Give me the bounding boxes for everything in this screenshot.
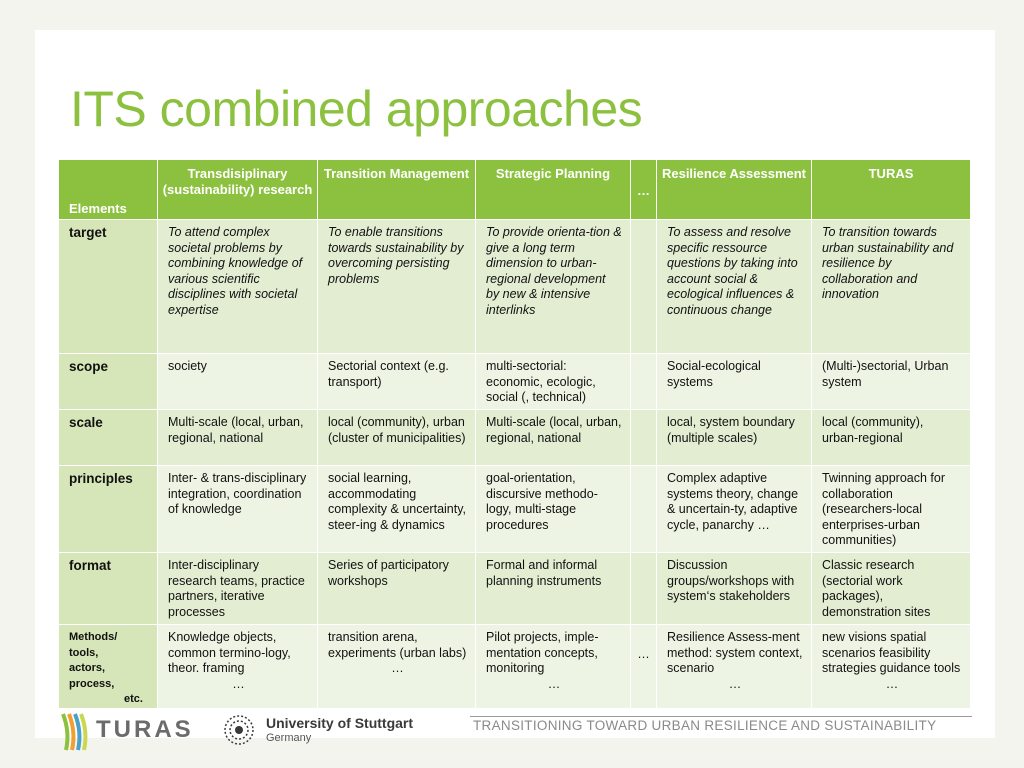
- cell-format-turas: Classic research (sectorial work packages), demonstration sites: [812, 553, 971, 625]
- stuttgart-seal-icon: [218, 714, 260, 746]
- cell-methods-transdisciplinary: [158, 625, 318, 709]
- row-label-target: target: [59, 220, 158, 354]
- cell-text: Resilience Assess-ment method: system context, scenario: [667, 630, 803, 675]
- cell-methods-resilience: [657, 625, 812, 709]
- methods-label-line: Methods/: [69, 631, 118, 643]
- turas-logo-icon: [60, 712, 92, 752]
- turas-logo: [60, 712, 200, 752]
- cell-text: Pilot projects, imple-mentation concepts, monitoring: [486, 630, 599, 675]
- cell-format-resilience: Discussion groups/workshops with system‘s stakeholders: [657, 553, 812, 625]
- row-label-principles: principles: [59, 466, 158, 553]
- header-row: [59, 160, 971, 220]
- cell-text: new visions spatial scenarios feasibility strategies guidance tools: [822, 630, 961, 675]
- cell-target-resilience: To assess and resolve specific ressource questions by taking into account social & ecological influences & continuous change: [657, 220, 812, 354]
- cell-text: Knowledge objects, common termino-logy, theor. framing: [168, 630, 291, 675]
- header-resilience-assessment: Resilience Assessment: [657, 160, 812, 220]
- cell-scope-strategic: multi-sectorial: economic, ecologic, social (, technical): [476, 354, 631, 410]
- university-country: Germany: [266, 732, 312, 744]
- header-strategic-planning: Strategic Planning: [476, 160, 631, 220]
- row-label-format: format: [59, 553, 158, 625]
- cell-principles-resilience: Complex adaptive systems theory, change & uncertain-ty, adaptive cycle, panarchy …: [657, 466, 812, 553]
- ellipsis: …: [728, 676, 742, 691]
- cell-format-strategic: Formal and informal planning instruments: [476, 553, 631, 625]
- cell-format-transition: Series of participatory workshops: [318, 553, 476, 625]
- cell-scale-strategic: Multi-scale (local, urban, regional, national: [476, 410, 631, 466]
- cell-scope-turas: (Multi-)sectorial, Urban system: [812, 354, 971, 410]
- cell-principles-transition: social learning, accommodating complexity & uncertainty, steer-ing & dynamics: [318, 466, 476, 553]
- cell-principles-transdisciplinary: Inter- & trans-disciplinary integration, coordination of knowledge: [158, 466, 318, 553]
- cell-scale-turas: local (community), urban-regional: [812, 410, 971, 466]
- ellipsis: …: [547, 676, 561, 691]
- footer-tagline: TRANSITIONING TOWARD URBAN RESILIENCE AND SUSTAINABILITY: [473, 718, 937, 733]
- methods-label-line: tools,: [69, 646, 99, 659]
- cell-methods-strategic: [476, 625, 631, 709]
- ellipsis: …: [885, 676, 899, 691]
- cell-methods-transition: [318, 625, 476, 709]
- header-transition-management: Transition Management: [318, 160, 476, 220]
- cell-scale-gap: [631, 410, 657, 466]
- methods-label-line: process,: [69, 677, 115, 690]
- row-methods: [59, 625, 971, 709]
- header-transdisciplinary: Transdisiplinary (sustainability) research: [158, 160, 318, 220]
- row-label-scale: scale: [59, 410, 158, 466]
- cell-principles-turas: Twinning approach for collaboration (researchers-local enterprises-urban communities): [812, 466, 971, 553]
- cell-target-turas: To transition towards urban sustainability and resilience by collaboration and innovation: [812, 220, 971, 354]
- cell-format-transdisciplinary: Inter-disciplinary research teams, practice partners, iterative processes: [158, 553, 318, 625]
- slide-title: ITS combined approaches: [70, 81, 643, 137]
- row-principles: [59, 466, 971, 553]
- cell-text: transition arena, experiments (urban labs): [328, 630, 467, 660]
- ellipsis: …: [391, 661, 404, 675]
- methods-label-line: etc.: [124, 693, 143, 705]
- cell-format-gap: [631, 553, 657, 625]
- footer-divider: [470, 716, 972, 717]
- cell-scale-transition: local (community), urban (cluster of municipalities): [318, 410, 476, 466]
- cell-scope-transdisciplinary: society: [158, 354, 318, 410]
- cell-scope-transition: Sectorial context (e.g. transport): [318, 354, 476, 410]
- row-format: [59, 553, 971, 625]
- cell-target-strategic: To provide orienta-tion & give a long term dimension to urban-regional development by new & intensive interlinks: [476, 220, 631, 354]
- header-gap: …: [631, 160, 657, 220]
- cell-scope-resilience: Social-ecological systems: [657, 354, 812, 410]
- comparison-table: [58, 159, 971, 709]
- row-scale: [59, 410, 971, 466]
- cell-principles-strategic: goal-orientation, discursive methodo-logy, multi-stage procedures: [476, 466, 631, 553]
- stuttgart-logo: [218, 712, 438, 752]
- turas-logo-text: TURAS: [96, 716, 194, 743]
- row-label-methods: [59, 625, 158, 709]
- ellipsis: …: [232, 676, 245, 691]
- cell-scale-resilience: local, system boundary (multiple scales): [657, 410, 812, 466]
- cell-methods-turas: [812, 625, 971, 709]
- methods-label-line: actors,: [69, 662, 106, 674]
- cell-scale-transdisciplinary: Multi-scale (local, urban, regional, national: [158, 410, 318, 466]
- university-name: University of Stuttgart: [266, 715, 414, 731]
- cell-target-gap: [631, 220, 657, 354]
- row-target: [59, 220, 971, 354]
- cell-principles-gap: [631, 466, 657, 553]
- cell-target-transition: To enable transitions towards sustainability by overcoming persisting problems: [318, 220, 476, 354]
- cell-methods-gap: …: [631, 625, 657, 709]
- row-label-scope: scope: [59, 354, 158, 410]
- header-turas: TURAS: [812, 160, 971, 220]
- cell-target-transdisciplinary: To attend complex societal problems by combining knowledge of various scientific disciplines with societal expertise: [158, 220, 318, 354]
- header-elements: Elements: [59, 160, 158, 220]
- cell-scope-gap: [631, 354, 657, 410]
- row-scope: [59, 354, 971, 410]
